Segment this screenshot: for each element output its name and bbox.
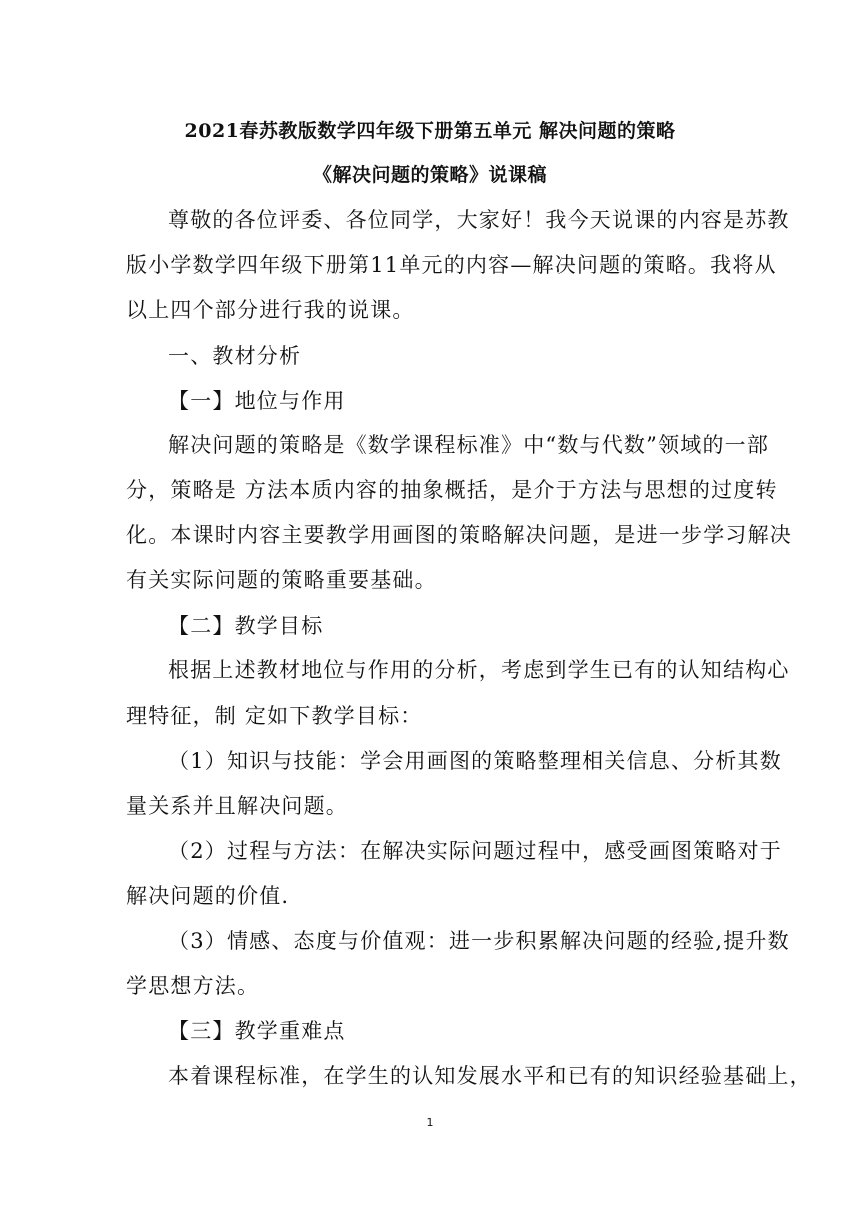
body-line: 本着课程标准，在学生的认知发展水平和已有的知识经验基础上， [168,1064,812,1088]
body-line: 解决问题的策略是《数学课程标准》中“数与代数”领域的一部 [168,433,770,457]
body-line: 版小学数学四年级下册第11单元的内容—解决问题的策略。我将从 [126,253,777,277]
body-line: （3）情感、态度与价值观：进一步积累解决问题的经验,提升数 [168,929,790,953]
body-line: 尊敬的各位评委、各位同学，大家好！我今天说课的内容是苏教 [168,208,790,232]
body-line: 量关系并且解决问题。 [126,794,348,818]
document-subtitle: 《解决问题的策略》说课稿 [312,164,547,186]
document-title: 2021春苏教版数学四年级下册第五单元 解决问题的策略 [184,120,676,142]
body-line: 根据上述教材地位与作用的分析，考虑到学生已有的认知结构心 [168,658,790,682]
body-line: 分，策略是 方法本质内容的抽象概括，是介于方法与思想的过度转 [126,478,778,502]
body-line: 理特征，制 定如下教学目标： [126,704,423,728]
body-line: （2）过程与方法：在解决实际问题过程中，感受画图策略对于 [168,839,782,863]
section-heading: 一、教材分析 [168,344,302,368]
body-line: （1）知识与技能：学会用画图的策略整理相关信息、分析其数 [168,749,782,773]
subsection-heading: 【三】教学重难点 [168,1019,346,1043]
body-line: 化。本课时内容主要教学用画图的策略解决问题，是进一步学习解决 [126,523,792,547]
subsection-heading: 【一】地位与作用 [168,389,346,413]
body-line: 学思想方法。 [126,974,260,998]
body-line: 有关实际问题的策略重要基础。 [126,568,437,592]
body-line: 解决问题的价值. [126,884,290,908]
subsection-heading: 【二】教学目标 [168,614,324,638]
body-line: 以上四个部分进行我的说课。 [126,298,415,322]
page-number: 1 [426,1116,434,1129]
